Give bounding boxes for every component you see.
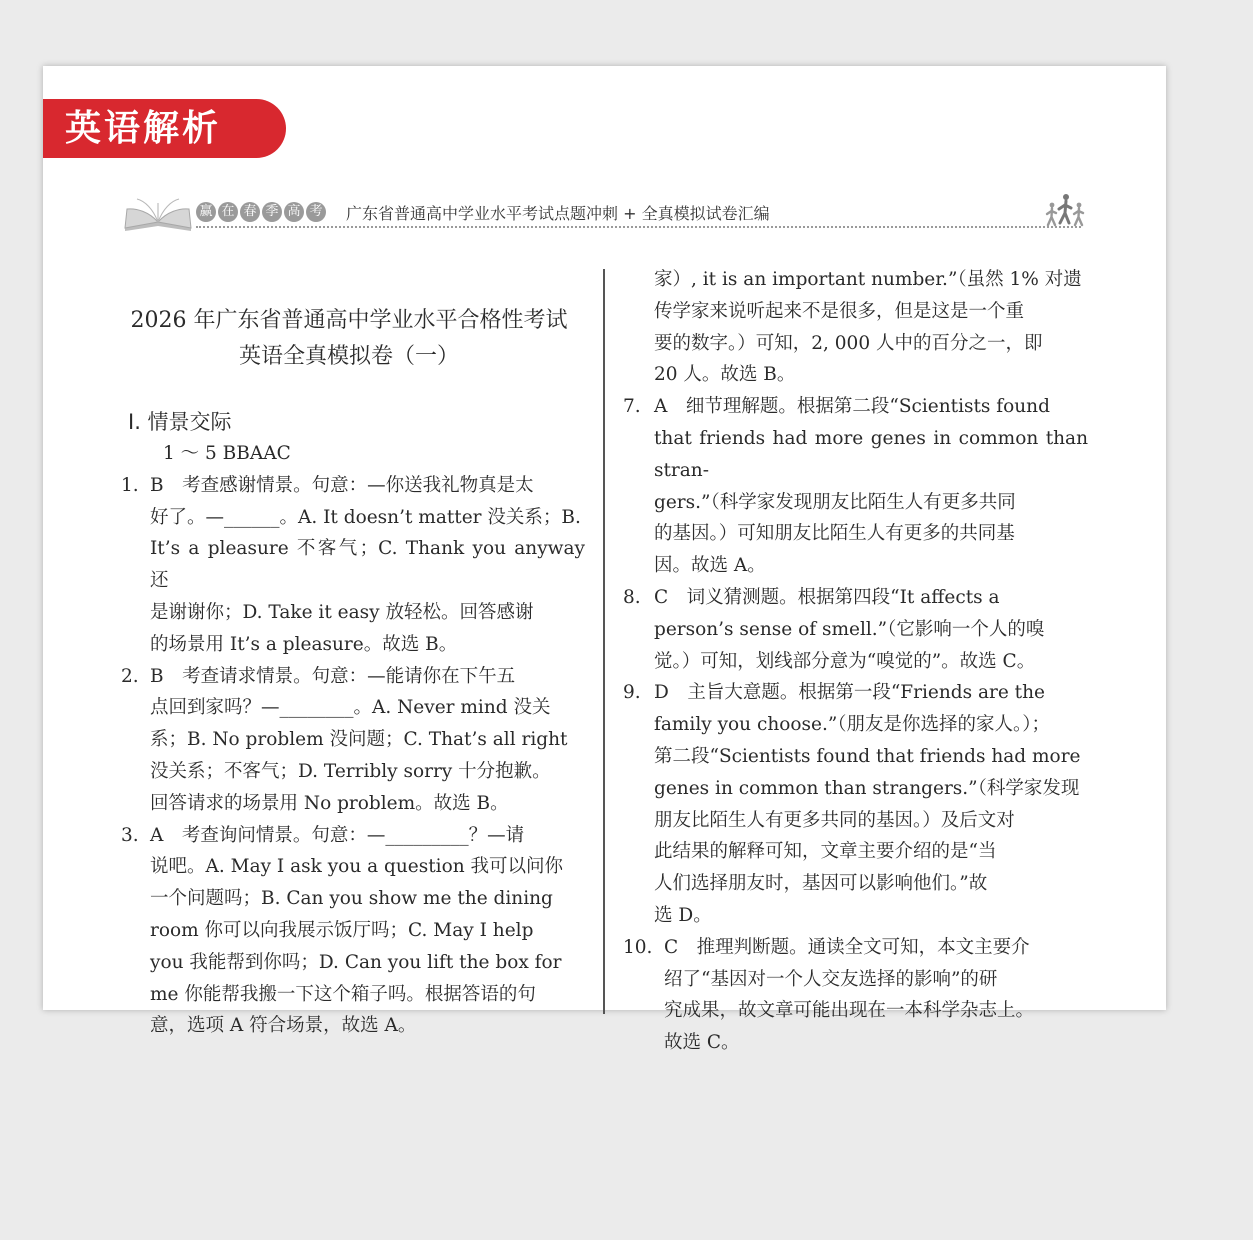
answer-key: 1 ～ 5 BBAAC: [163, 443, 291, 464]
answer-item: [113, 661, 585, 820]
item-line: 究成果，故文章可能出现在一本科学杂志上。: [664, 1000, 1035, 1022]
item-number: 3.: [121, 824, 139, 846]
header-dotted-rule: [196, 226, 1081, 228]
item-line: 没关系；不客气；D. Terribly sorry 十分抱歉。: [150, 760, 551, 782]
item-line: 一个问题吗；B. Can you show me the dining: [150, 888, 553, 910]
item-line: C 词义猜测题。根据第四段“It affects a: [654, 586, 1000, 608]
section-heading: Ⅰ. 情景交际: [128, 410, 232, 434]
continuation-text: [623, 264, 1088, 391]
item-line: A 细节理解题。根据第二段“Scientists found: [654, 396, 1050, 418]
answer-item: [113, 470, 585, 661]
item-line: 系；B. No problem 没问题；C. That’s all right: [150, 729, 568, 751]
runners-icon: [1044, 193, 1086, 231]
item-number: 9.: [623, 682, 641, 704]
item-line: 说吧。A. May I ask you a question 我可以问你: [150, 856, 564, 878]
brand-pill: 高: [284, 202, 304, 222]
series-title: 广东省普通高中学业水平考试点题冲刺 + 全真模拟试卷汇编: [346, 204, 770, 223]
section-tag: 英语解析: [43, 99, 286, 158]
item-line: B 考查感谢情景。句意：—你送我礼物真是太: [150, 474, 534, 496]
item-line: genes in common than strangers.”（科学家发现: [654, 777, 1080, 799]
item-line: me 你能帮我搬一下这个箱子吗。根据答语的句: [150, 983, 536, 1005]
item-line: 的场景用 It’s a pleasure。故选 B。: [150, 633, 458, 655]
brand-pill: 季: [262, 202, 282, 222]
item-line: 朋友比陌生人有更多共同的基因。）及后文对: [654, 809, 1015, 831]
series-brand-pills: [196, 202, 328, 222]
item-line: B 考查请求情景。句意：—能请你在下午五: [150, 665, 516, 687]
item-line: 选 D。: [654, 904, 712, 926]
left-column: [113, 303, 585, 1042]
item-line: 人们选择朋友时，基因可以影响他们。”故: [654, 873, 988, 895]
running-header: [121, 193, 1086, 233]
item-line: 要的数字。）可知，2, 000 人中的百分之一，即: [654, 332, 1043, 354]
item-line: It’s a pleasure 不客气；C. Thank you anyway 还: [150, 538, 585, 592]
answer-item: [623, 582, 1088, 677]
brand-pill: 赢: [196, 202, 216, 222]
column-divider: [603, 269, 605, 1014]
exam-title-line: 2026 年广东省普通高中学业水平合格性考试: [130, 308, 568, 333]
item-line: gers.”（科学家发现朋友比陌生人有更多共同: [654, 491, 1016, 513]
item-line: family you choose.”（朋友是你选择的家人。）；: [654, 714, 1051, 736]
item-line: 传学家来说听起来不是很多，但是这是一个重: [654, 300, 1025, 322]
item-line: 故选 C。: [664, 1032, 740, 1054]
item-line: 20 人。故选 B。: [654, 364, 796, 386]
answer-item: [623, 932, 1088, 1059]
item-line: 因。故选 A。: [654, 555, 766, 577]
brand-pill: 考: [306, 202, 326, 222]
item-line: that friends had more genes in common than stran-: [654, 427, 1088, 481]
item-line: 绍了“基因对一个人交友选择的影响”的研: [664, 968, 998, 990]
item-number: 8.: [623, 586, 641, 608]
item-line: you 我能帮到你吗；D. Can you lift the box for: [150, 951, 562, 973]
item-line: A 考查询问情景。句意：—_________？—请: [150, 824, 525, 846]
item-line: 觉。）可知，划线部分意为“嗅觉的”。故选 C。: [654, 650, 1036, 672]
item-line: 第二段“Scientists found that friends had more: [654, 745, 1081, 767]
item-number: 7.: [623, 396, 641, 418]
document-page: [43, 66, 1166, 1054]
item-number: 1.: [121, 474, 139, 496]
item-line: 是谢谢你；D. Take it easy 放轻松。回答感谢: [150, 601, 534, 623]
item-line: 意，选项 A 符合场景，故选 A。: [150, 1015, 417, 1037]
answer-item: [623, 677, 1088, 931]
item-line: 点回到家吗？—________。A. Never mind 没关: [150, 697, 551, 719]
item-line: D 主旨大意题。根据第一段“Friends are the: [654, 682, 1045, 704]
brand-pill: 在: [218, 202, 238, 222]
item-number: 10.: [623, 936, 653, 958]
open-book-icon: [121, 195, 195, 233]
item-line: 家）, it is an important number.”（虽然 1% 对遗: [654, 269, 1082, 290]
item-line: 的基因。）可知朋友比陌生人有更多的共同基: [654, 523, 1015, 545]
answer-item: [113, 820, 585, 1043]
brand-pill: 春: [240, 202, 260, 222]
item-line: 此结果的解释可知，文章主要介绍的是“当: [654, 841, 997, 863]
answer-item: [623, 391, 1088, 582]
item-line: 回答请求的场景用 No problem。故选 B。: [150, 792, 509, 814]
right-column: [623, 264, 1088, 1059]
item-line: C 推理判断题。通读全文可知，本文主要介: [664, 936, 1030, 958]
item-line: person’s sense of smell.”（它影响一个人的嗅: [654, 618, 1045, 640]
item-number: 2.: [121, 665, 139, 687]
exam-subtitle-line: 英语全真模拟卷（一）: [238, 344, 459, 369]
item-line: room 你可以向我展示饭厅吗；C. May I help: [150, 919, 534, 941]
item-line: 好了。—______。A. It doesn’t matter 没关系；B.: [150, 506, 581, 528]
exam-title: [113, 303, 585, 375]
